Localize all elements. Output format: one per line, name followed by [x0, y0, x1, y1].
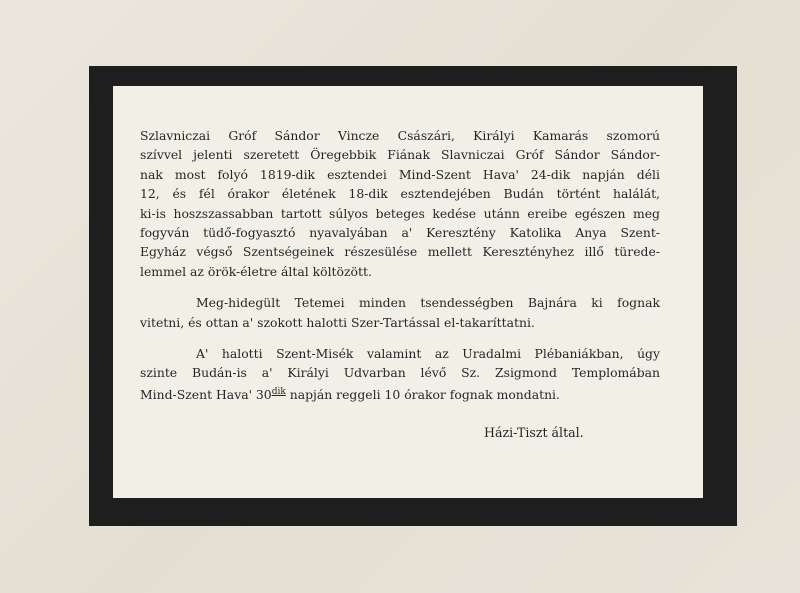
date-text: Mind-Szent Hava' 30: [140, 386, 272, 402]
paragraph-masses: [140, 344, 660, 402]
date-text-rest: napján reggeli 10 órakor fognak mondatni.: [285, 386, 560, 402]
text-line: 12, és fél órakor életének 18-dik esztendejében Budán történt halálát,: [140, 186, 660, 202]
text-line: Egyház végső Szentségeinek részesülése mellett Keresztényhez illő türede-: [140, 244, 660, 260]
text-line: Szlavniczai Gróf Sándor Vincze Császári, Királyi Kamarás szomorú: [140, 128, 660, 143]
signature: Házi-Tiszt által.: [484, 425, 584, 440]
text-line: nak most folyó 1819-dik esztendei Mind-Szent Hava' 24-dik napján déli: [140, 166, 660, 182]
paragraph-burial: [140, 293, 660, 332]
text-line: vitetni, és ottan a' szokott halotti Szer-Tartással el-takaríttatni.: [140, 314, 535, 330]
text-line: [140, 383, 660, 402]
paragraph-announcement: [140, 126, 660, 281]
text-line: szinte Budán-is a' Királyi Udvarban lévő Sz. Zsigmond Templomában: [140, 365, 660, 381]
text-line: lemmel az örök-életre által költözött.: [140, 263, 372, 279]
text-line: A' halotti Szent-Misék valamint az Uradalmi Plébaniákban, úgy: [196, 345, 660, 361]
ordinal-suffix: dik: [271, 386, 286, 397]
text-line: Meg-hidegült Tetemei minden tsendességben Bajnára ki fognak: [196, 295, 660, 311]
notice-text: [140, 126, 660, 402]
text-line: ki-is hoszszassabban tartott súlyos beteges kedése utánn ereibe egészen meg: [140, 205, 660, 221]
text-line: szívvel jelenti szeretett Öregebbik Fiának Slavniczai Gróf Sándor Sándor-: [140, 147, 660, 163]
text-line: fogyván tüdő-fogyasztó nyavalyában a' Keresztény Katolika Anya Szent-: [140, 224, 660, 240]
